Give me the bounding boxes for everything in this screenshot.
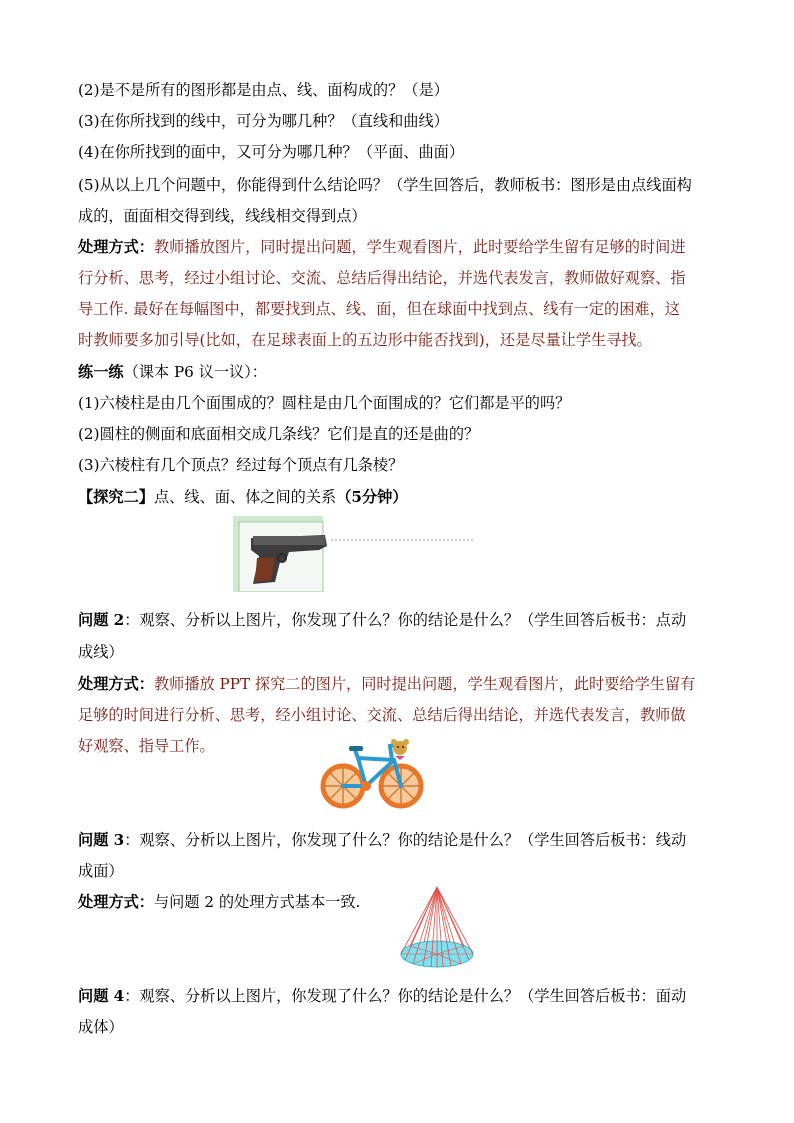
method-text: 与问题 2 的处理方式基本一致.: [153, 893, 361, 911]
method-paragraph-2-line3: 好观察、指导工作。: [78, 737, 215, 755]
question-4-text: ：观察、分析以上图片，你发现了什么？你的结论是什么？（学生回答后板书：面动: [124, 987, 687, 1005]
method-paragraph-1-line2: 行分析、思考，经过小组讨论、交流、总结后得出结论，并选代表发言，教师做好观察、指: [78, 269, 686, 287]
explore2-bracket-close: 】: [138, 488, 154, 506]
method-paragraph-2-line2: 足够的时间进行分析、思考，经小组讨论、交流、总结后得出结论，并选代表发言，教师做: [78, 706, 686, 724]
question-3-text: ：观察、分析以上图片，你发现了什么？你的结论是什么？（学生回答后板书：线动: [124, 831, 687, 849]
practice-item-2: (2)圆柱的侧面和底面相交成几条线？它们是直的还是曲的？: [78, 425, 480, 443]
question-2-label: 问题 2: [78, 611, 125, 629]
practice-item-3: (3)六棱柱有几个顶点？经过每个顶点有几条棱？: [78, 456, 404, 474]
practice-heading: [78, 362, 728, 382]
question-4-cont: 成体）: [78, 1018, 124, 1036]
method-text: 教师播放图片，同时提出问题，学生观看图片，此时要给学生留有足够的时间进: [153, 238, 686, 256]
explore2-bracket-open: 【: [78, 488, 94, 506]
question-3: [78, 830, 728, 850]
method-paragraph-1: [78, 237, 728, 257]
cone-figure: [398, 884, 476, 970]
explore2-tag: 探究二: [93, 488, 139, 506]
question-item-2: (2)是不是所有的图形都是由点、线、面构成的？（是）: [78, 81, 449, 99]
method-label: 处理方式：: [78, 893, 154, 911]
method-paragraph-2: [78, 674, 728, 694]
question-3-cont: 成面）: [78, 862, 124, 880]
question-2-text: ：观察、分析以上图片，你发现了什么？你的结论是什么？（学生回答后板书：点动: [124, 611, 687, 629]
method-paragraph-1-line3: 导工作. 最好在每幅图中，都要找到点、线、面，但在球面中找到点、线有一定的困难，这: [78, 300, 680, 318]
method-text: 教师播放 PPT 探究二的图片，同时提出问题，学生观看图片，此时要给学生留有: [153, 675, 696, 693]
question-2: [78, 610, 728, 630]
method-label: 处理方式：: [78, 675, 154, 693]
explore2-time: （5分钟）: [336, 488, 408, 506]
bicycle-figure: [318, 736, 426, 810]
explore2-heading: [78, 487, 728, 507]
question-2-cont: 成线）: [78, 643, 124, 661]
question-item-4: (4)在你所找到的面中，又可分为哪几种？（平面、曲面）: [78, 143, 465, 161]
question-item-3: (3)在你所找到的线中，可分为哪几种？（直线和曲线）: [78, 112, 449, 130]
question-3-label: 问题 3: [78, 831, 125, 849]
explore2-title: 点、线、面、体之间的关系: [153, 488, 337, 506]
question-4-label: 问题 4: [78, 987, 125, 1005]
question-item-5-cont: 成的，面面相交得到线，线线相交得到点）: [78, 207, 367, 225]
practice-title: 练一练: [78, 363, 124, 381]
practice-item-1: (1)六棱柱是由几个面围成的？圆柱是由几个面围成的？它们都是平的吗？: [78, 394, 571, 412]
practice-ref: （课本 P6 议一议）：: [123, 363, 267, 381]
method-paragraph-1-line4: 时教师要多加引导(比如，在足球表面上的五边形中能否找到)，还是尽量让学生寻找。: [78, 331, 652, 349]
pistol-figure: [233, 516, 478, 592]
method-label: 处理方式：: [78, 238, 154, 256]
question-4: [78, 986, 728, 1006]
question-item-5: (5)从以上几个问题中，你能得到什么结论吗？（学生回答后，教师板书：图形是由点线面构: [78, 176, 692, 194]
